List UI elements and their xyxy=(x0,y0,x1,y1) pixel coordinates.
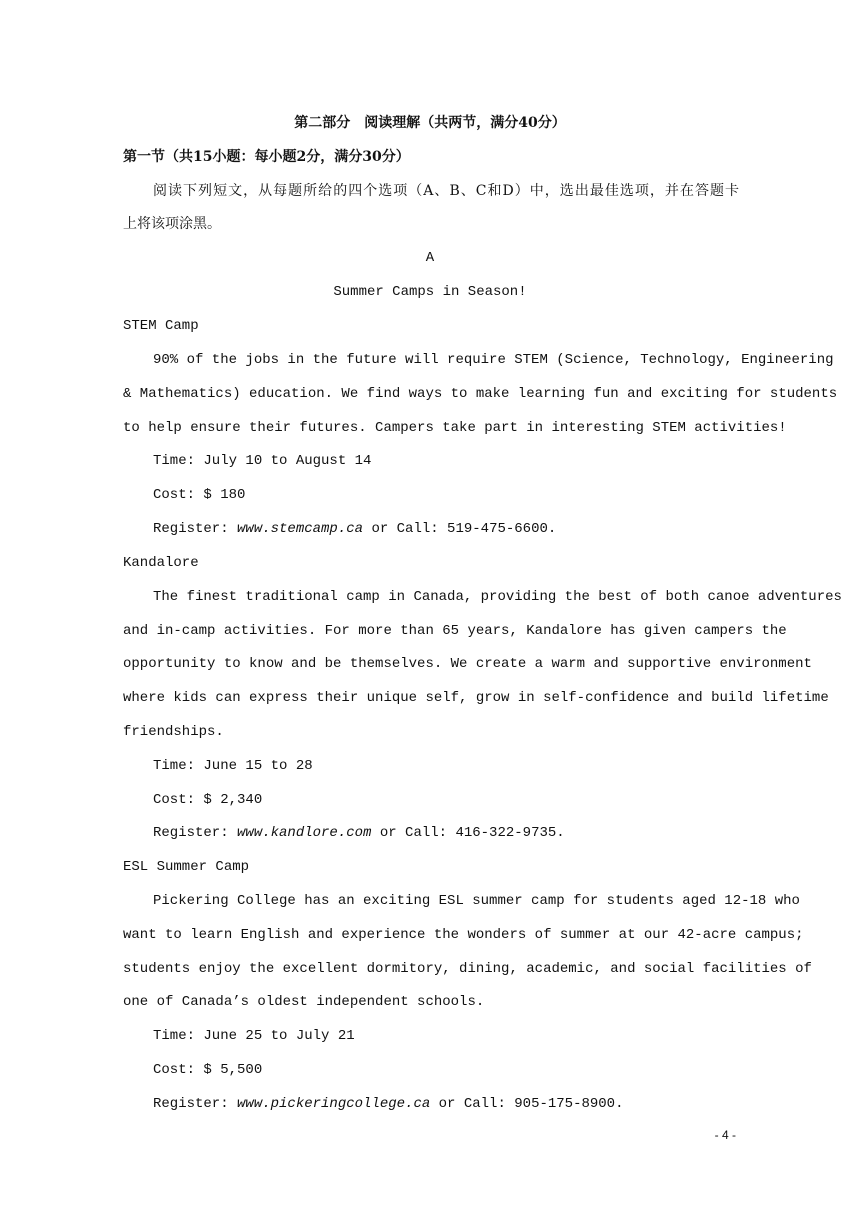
camp-time: Time: June 15 to 28 xyxy=(153,758,313,774)
page-number: - 4 - xyxy=(714,1128,736,1142)
register-label: Register: xyxy=(153,521,238,537)
camp-desc-line: opportunity to know and be themselves. We create a warm and supportive environment xyxy=(123,656,812,672)
instructions-line-1: 阅读下列短文，从每题所给的四个选项（A、B、C和D）中，选出最佳选项，并在答题卡 xyxy=(153,183,739,199)
register-phone: or Call: 519-475-6600. xyxy=(363,521,557,537)
camp-desc-line: students enjoy the excellent dormitory, dining, academic, and social facilities of xyxy=(123,961,812,977)
register-label: Register: xyxy=(153,825,238,841)
register-phone: or Call: 416-322-9735. xyxy=(371,825,565,841)
register-label: Register: xyxy=(153,1096,238,1112)
camp-name-stem: STEM Camp xyxy=(123,318,199,334)
camp-cost: Cost: $ 2,340 xyxy=(153,792,263,808)
camp-cost: Cost: $ 5,500 xyxy=(153,1062,263,1078)
subsection-title: 第一节（共15小题：每小题2分，满分30分） xyxy=(123,149,410,165)
camp-desc-line: and in-camp activities. For more than 65 years, Kandalore has given campers the xyxy=(123,623,787,639)
camp-desc-line: one of Canada’s oldest independent schools. xyxy=(123,994,485,1010)
section-title: 第二部分 阅读理解（共两节，满分40分） xyxy=(294,115,566,131)
camp-time: Time: June 25 to July 21 xyxy=(153,1028,355,1044)
camp-register xyxy=(153,1094,623,1114)
camp-name-kandalore: Kandalore xyxy=(123,555,199,571)
camp-website-link[interactable]: www.pickeringcollege.ca xyxy=(237,1096,431,1112)
camp-website-link[interactable]: www.stemcamp.ca xyxy=(237,521,364,537)
passage-title: Summer Camps in Season! xyxy=(333,284,527,300)
camp-time: Time: July 10 to August 14 xyxy=(153,453,372,469)
register-phone: or Call: 905-175-8900. xyxy=(430,1096,624,1112)
camp-desc-line: friendships. xyxy=(123,724,224,740)
camp-register xyxy=(153,823,565,843)
camp-desc-line: & Mathematics) education. We find ways to make learning fun and exciting for students xyxy=(123,386,838,402)
camp-desc-line: to help ensure their futures. Campers take part in interesting STEM activities! xyxy=(123,420,787,436)
camp-desc-line: where kids can express their unique self, grow in self-confidence and build lifetime xyxy=(123,690,829,706)
camp-desc-line: want to learn English and experience the wonders of summer at our 42-acre campus; xyxy=(123,927,804,943)
instructions-line-2: 上将该项涂黑。 xyxy=(123,216,221,232)
camp-register xyxy=(153,519,556,539)
camp-desc-line: 90% of the jobs in the future will require STEM (Science, Technology, Engineering xyxy=(153,352,834,368)
camp-name-esl: ESL Summer Camp xyxy=(123,859,250,875)
camp-website-link[interactable]: www.kandlore.com xyxy=(237,825,372,841)
passage-letter: A xyxy=(425,250,435,266)
camp-cost: Cost: $ 180 xyxy=(153,487,246,503)
camp-desc-line: Pickering College has an exciting ESL summer camp for students aged 12-18 who xyxy=(153,893,800,909)
camp-desc-line: The finest traditional camp in Canada, providing the best of both canoe adventures xyxy=(153,589,842,605)
